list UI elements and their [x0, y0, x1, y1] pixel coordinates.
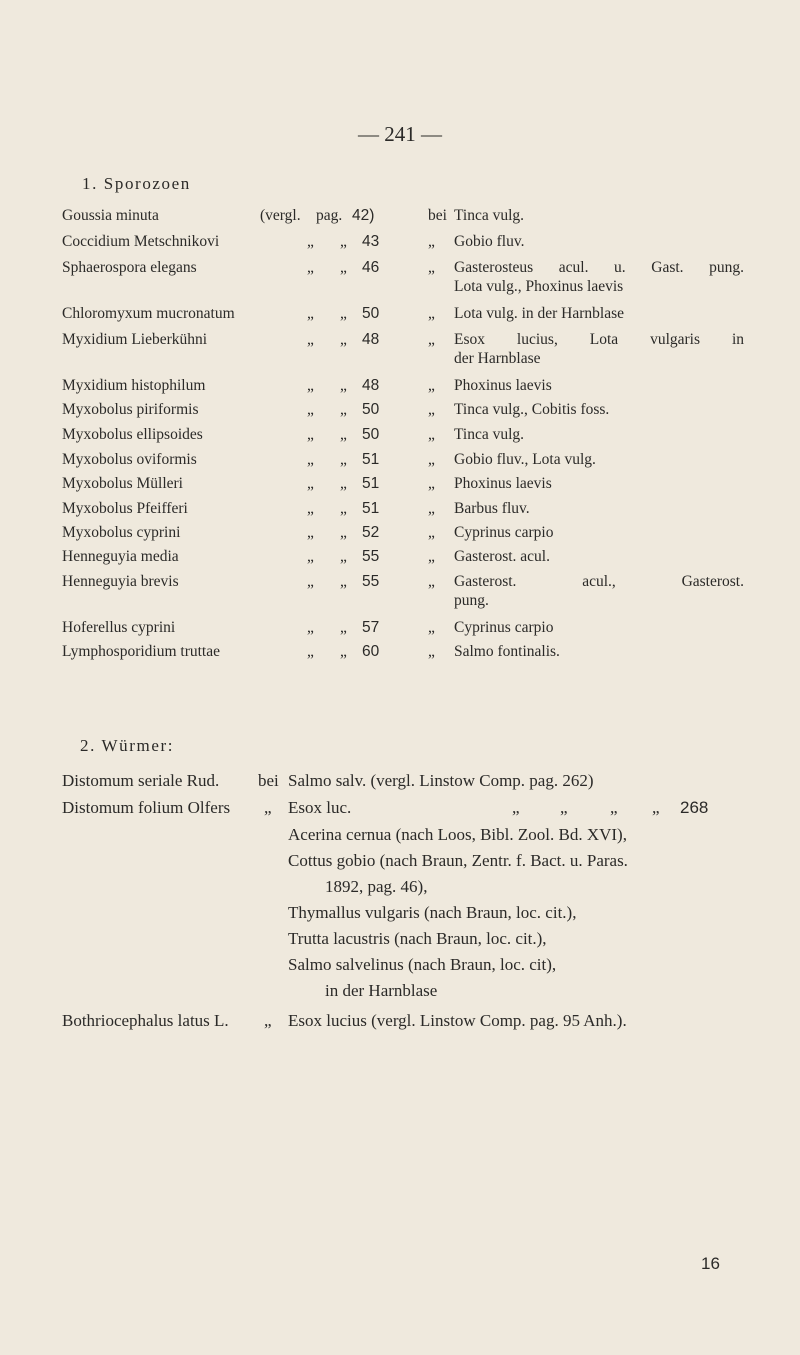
- species-name: Myxidium Lieberkühni: [62, 331, 208, 348]
- species-name: Coccidium Metschnikovi: [62, 233, 220, 250]
- ref-ditto: „: [340, 331, 347, 348]
- ref-pag: „: [307, 331, 314, 348]
- host-fish: Lota vulg., Phoxinus laevis: [454, 278, 624, 295]
- ref-page: 48: [362, 331, 380, 348]
- species-name: Lymphosporidium truttae: [62, 643, 220, 660]
- species-name: Myxobolus Pfeifferi: [62, 500, 188, 517]
- worm-page: 268: [680, 798, 709, 817]
- worm-name: Distomum seriale Rud.: [62, 771, 220, 790]
- host-fish: Gasterost. acul., Gasterost.: [454, 573, 744, 590]
- ref-pag: „: [307, 401, 314, 418]
- worm-name: Distomum folium Olfers: [62, 798, 231, 817]
- ref-pag: „: [307, 643, 314, 660]
- ref-ditto: „: [340, 524, 347, 541]
- worm-ditto: „: [512, 798, 520, 817]
- worm-bei: bei: [258, 771, 279, 790]
- host-fish: Tinca vulg.: [454, 207, 525, 224]
- bei-mark: „: [428, 475, 435, 492]
- bei-mark: „: [428, 377, 435, 394]
- species-name: Myxobolus cyprini: [62, 524, 181, 541]
- ref-ditto: „: [340, 573, 347, 590]
- bei-mark: „: [428, 573, 435, 590]
- ref-ditto: „: [340, 475, 347, 492]
- ref-page: 52: [362, 524, 380, 541]
- species-name: Myxobolus piriformis: [62, 401, 199, 418]
- host-fish: Thymallus vulgaris (nach Braun, loc. cit.),: [288, 903, 577, 922]
- species-name: Hoferellus cyprini: [62, 619, 176, 636]
- worm-bei: „: [264, 1011, 272, 1030]
- host-fish: Cyprinus carpio: [454, 619, 554, 636]
- bei-mark: „: [428, 451, 435, 468]
- ref-page: 51: [362, 475, 380, 492]
- ref-page: 46: [362, 259, 380, 276]
- bei-mark: „: [428, 331, 435, 348]
- ref-pag: „: [307, 426, 314, 443]
- worm-ditto: „: [560, 798, 568, 817]
- worm-host: Salmo salv. (vergl. Linstow Comp. pag. 262): [288, 771, 594, 790]
- species-name: Henneguyia media: [62, 548, 179, 565]
- ref-pag: „: [307, 475, 314, 492]
- host-fish: Salmo fontinalis.: [454, 643, 560, 660]
- ref-page: 51: [362, 500, 380, 517]
- bei-mark: „: [428, 500, 435, 517]
- species-name: Chloromyxum mucronatum: [62, 305, 235, 322]
- ref-pag: „: [307, 259, 314, 276]
- footer-number: 16: [701, 1254, 720, 1273]
- bei-mark: „: [428, 401, 435, 418]
- ref-pag: „: [307, 573, 314, 590]
- ref-page: 50: [362, 426, 380, 443]
- ref-page: 42): [352, 207, 375, 224]
- ref-pag: „: [307, 233, 314, 250]
- host-fish: Phoxinus laevis: [454, 377, 552, 394]
- ref-page: 60: [362, 643, 380, 660]
- bei-mark: „: [428, 259, 435, 276]
- bei-mark: „: [428, 643, 435, 660]
- ref-page: 50: [362, 305, 380, 322]
- worm-ditto: „: [610, 798, 618, 817]
- host-fish: Salmo salvelinus (nach Braun, loc. cit),: [288, 955, 557, 974]
- host-fish: Gasterosteus acul. u. Gast. pung.: [454, 259, 744, 276]
- species-name: Myxobolus ellipsoides: [62, 426, 203, 443]
- ref-page: 55: [362, 573, 380, 590]
- species-name: Sphaerospora elegans: [62, 259, 197, 276]
- ref-page: 50: [362, 401, 380, 418]
- worm-host: Esox luc.: [288, 798, 352, 817]
- ref-ditto: „: [340, 643, 347, 660]
- ref-page: 51: [362, 451, 380, 468]
- species-name: Myxobolus Mülleri: [62, 475, 183, 492]
- species-name: Henneguyia brevis: [62, 573, 179, 590]
- host-fish: pung.: [454, 592, 489, 609]
- worm-bei: „: [264, 798, 272, 817]
- ref-ditto: „: [340, 451, 347, 468]
- bei-mark: „: [428, 233, 435, 250]
- bei-mark: „: [428, 305, 435, 322]
- ref-page: 55: [362, 548, 380, 565]
- ref-ditto: „: [340, 500, 347, 517]
- ref-pag: „: [307, 451, 314, 468]
- bei-mark: „: [428, 426, 435, 443]
- worm-name: Bothriocephalus latus L.: [62, 1011, 229, 1030]
- bei-mark: „: [428, 619, 435, 636]
- host-fish: Lota vulg. in der Harnblase: [454, 305, 625, 322]
- host-fish: Esox lucius, Lota vulgaris in: [454, 331, 744, 348]
- ref-ditto: „: [340, 305, 347, 322]
- host-fish: Tinca vulg.: [454, 426, 525, 443]
- host-fish: Tinca vulg., Cobitis foss.: [454, 401, 610, 418]
- ref-ditto: „: [340, 619, 347, 636]
- host-fish: Phoxinus laevis: [454, 475, 552, 492]
- ref-page: 57: [362, 619, 380, 636]
- host-fish: Trutta lacustris (nach Braun, loc. cit.),: [288, 929, 547, 948]
- host-fish: Gobio fluv.: [454, 233, 525, 250]
- ref-ditto: „: [340, 426, 347, 443]
- bei-mark: „: [428, 524, 435, 541]
- bei-mark: bei: [428, 207, 447, 224]
- worm-ditto: „: [652, 798, 660, 817]
- section-title-sporozoen: 1. Sporozoen: [82, 174, 191, 193]
- page-number: — 241 —: [358, 122, 442, 146]
- host-fish: Acerina cernua (nach Loos, Bibl. Zool. Bd. XVI),: [288, 825, 627, 844]
- ref-ditto: „: [340, 401, 347, 418]
- ref-pag: „: [307, 619, 314, 636]
- host-fish: 1892, pag. 46),: [325, 877, 428, 896]
- bei-mark: „: [428, 548, 435, 565]
- ref-ditto: „: [340, 377, 347, 394]
- host-fish: Cyprinus carpio: [454, 524, 554, 541]
- ref-pag: pag.: [316, 207, 343, 224]
- ref-pag: „: [307, 305, 314, 322]
- host-fish: Cottus gobio (nach Braun, Zentr. f. Bact. u. Paras.: [288, 851, 628, 870]
- section-title-wuermer: 2. Würmer:: [80, 736, 175, 755]
- species-name: Goussia minuta: [62, 207, 159, 224]
- host-fish: Barbus fluv.: [454, 500, 530, 517]
- ref-page: 48: [362, 377, 380, 394]
- ref-pag: „: [307, 524, 314, 541]
- ref-page: 43: [362, 233, 380, 250]
- ref-pag: „: [307, 548, 314, 565]
- ref-pag: „: [307, 377, 314, 394]
- ref-ditto: „: [340, 548, 347, 565]
- species-name: Myxobolus oviformis: [62, 451, 197, 468]
- worm-host: Esox lucius (vergl. Linstow Comp. pag. 95 Anh.).: [288, 1011, 627, 1030]
- ref-ditto: „: [340, 233, 347, 250]
- host-fish: Gasterost. acul.: [454, 548, 550, 565]
- host-fish: der Harnblase: [454, 350, 541, 367]
- ref-vergl: (vergl.: [260, 207, 301, 224]
- host-fish: Gobio fluv., Lota vulg.: [454, 451, 596, 468]
- ref-ditto: „: [340, 259, 347, 276]
- host-fish: in der Harnblase: [325, 981, 438, 1000]
- species-name: Myxidium histophilum: [62, 377, 206, 394]
- ref-pag: „: [307, 500, 314, 517]
